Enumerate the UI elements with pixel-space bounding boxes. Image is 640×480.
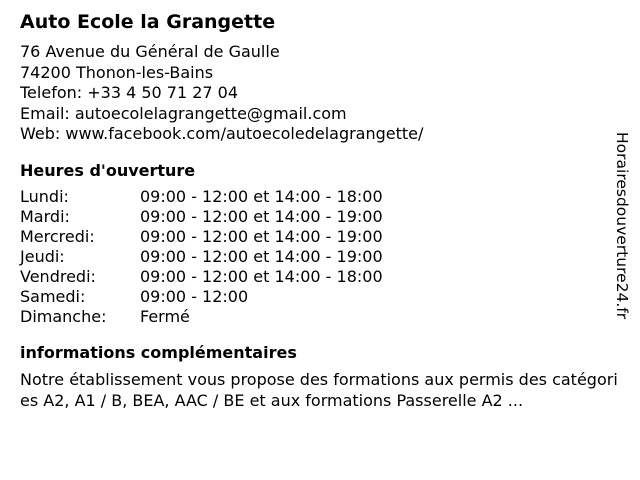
hours-time: 09:00 - 12:00 et 14:00 - 19:00 <box>140 246 383 266</box>
hours-row-samedi <box>20 287 620 307</box>
business-card <box>20 10 620 411</box>
web-line: Web: www.facebook.com/autoecoledelagrangette/ <box>20 124 424 143</box>
hours-time: 09:00 - 12:00 et 14:00 - 18:00 <box>140 186 383 206</box>
additional-info-text: Notre établissement vous propose des formations aux permis des catégories A2, A1 / B, BEA, AAC / BE et aux formations Passerelle A2 ... <box>20 369 618 410</box>
hours-time: 09:00 - 12:00 et 14:00 - 19:00 <box>140 226 383 246</box>
hours-time: Fermé <box>140 306 190 326</box>
opening-hours-heading: Heures d'ouverture <box>20 160 196 180</box>
email-line: Email: autoecolelagrangette@gmail.com <box>20 103 347 123</box>
hours-day: Lundi: <box>20 186 69 206</box>
address-line-2: 74200 Thonon-les-Bains <box>20 62 214 82</box>
hours-row-jeudi <box>20 247 620 267</box>
hours-row-mardi <box>20 207 620 227</box>
hours-row-lundi <box>20 187 620 207</box>
hours-day: Dimanche: <box>20 306 107 326</box>
address-line-1: 76 Avenue du Général de Gaulle <box>20 42 280 61</box>
hours-row-dimanche <box>20 307 620 327</box>
hours-day: Jeudi: <box>20 246 65 266</box>
additional-info-heading: informations complémentaires <box>20 342 297 362</box>
hours-row-vendredi <box>20 267 620 287</box>
brand-watermark: Horairesdouverture24.fr <box>613 132 631 320</box>
hours-time: 09:00 - 12:00 et 14:00 - 19:00 <box>140 206 383 226</box>
hours-day: Samedi: <box>20 286 86 306</box>
hours-day: Mercredi: <box>20 226 95 246</box>
business-name: Auto Ecole la Grangette <box>20 11 276 33</box>
hours-day: Mardi: <box>20 206 70 226</box>
hours-time: 09:00 - 12:00 <box>140 286 249 306</box>
hours-day: Vendredi: <box>20 266 96 286</box>
hours-time: 09:00 - 12:00 et 14:00 - 18:00 <box>140 266 383 286</box>
hours-row-mercredi <box>20 227 620 247</box>
phone-line: Telefon: +33 4 50 71 27 04 <box>20 83 239 102</box>
